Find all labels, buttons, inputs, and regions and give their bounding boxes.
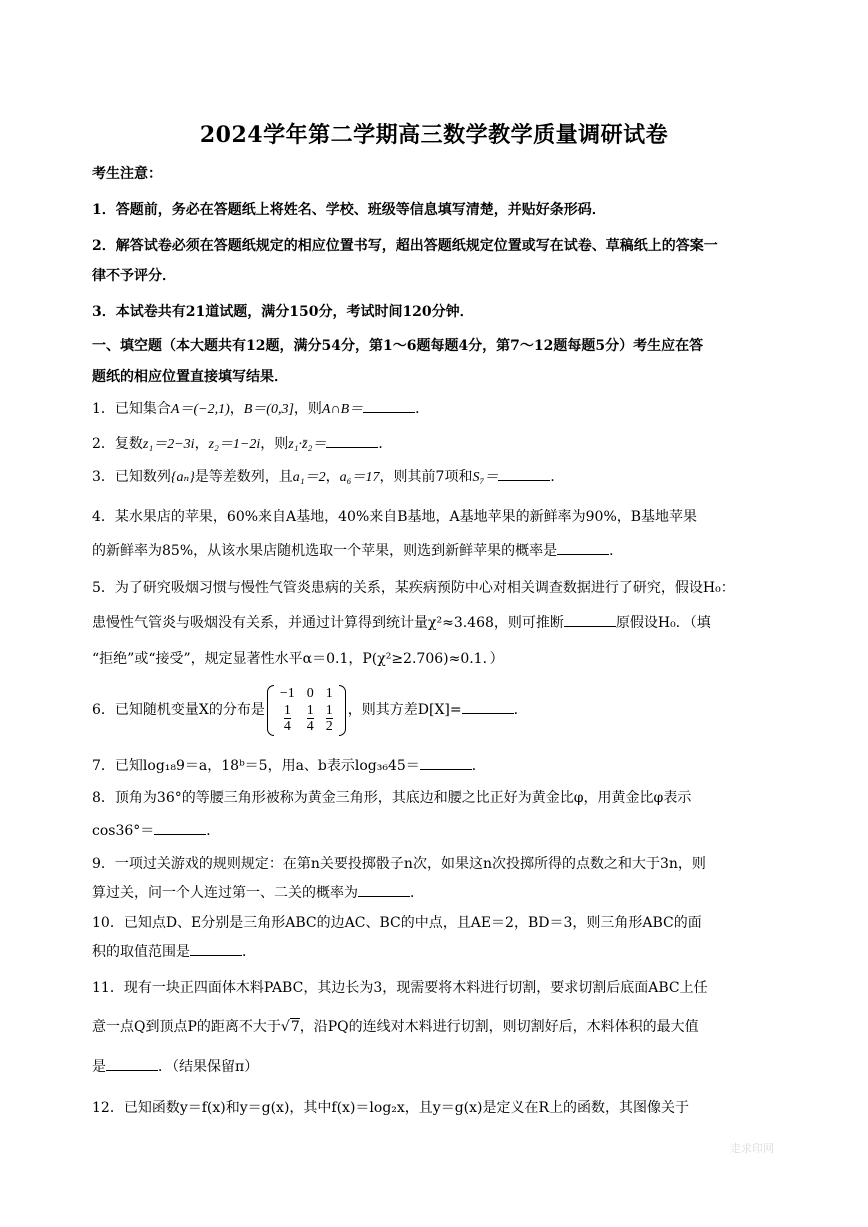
question-8: 8．顶角为36°的等腰三角形被称为黄金三角形，其底边和腰之比正好为黄金比φ，用黄金比φ表示: [92, 790, 692, 806]
answer-blank[interactable]: [420, 757, 472, 770]
question-6: 6．已知随机变量X的分布是 −1 0 1 $\frac{1}{4}$ $\frac{1}{4}$ $\frac{1}{2}$ ，则其方差D[X]= ．: [92, 685, 528, 734]
question-4-cont: 的新鲜率为85%，从该水果店随机选取一个苹果，则选到新鲜苹果的概率是 ．: [92, 543, 624, 559]
notice-heading: 考生注意：: [92, 166, 162, 182]
distribution-matrix: −1 0 1 $\frac{1}{4}$ $\frac{1}{4}$ $\frac{1}{2}$: [267, 685, 346, 736]
answer-blank[interactable]: [462, 701, 514, 714]
question-1: 1．已知集合A＝(−2,1)，B＝(0,3]，则A∩B＝ ．: [92, 401, 430, 417]
notice-item-3: 3．本试卷共有21道试题，满分150分，考试时间120分钟．: [92, 304, 474, 320]
page-title: 2024学年第二学期高三数学教学质量调研试卷: [199, 122, 669, 148]
section1-heading: 一、填空题（本大题共有12题，满分54分，第1～6题每题4分，第7～12题每题5分）考生应在答: [92, 338, 704, 354]
question-3: 3．已知数列{aₙ}是等差数列，且a₁＝2，a₆＝17，则其前7项和S₇＝ ．: [92, 469, 565, 485]
sqrt-symbol: √: [280, 1019, 290, 1035]
answer-blank[interactable]: [190, 943, 242, 956]
answer-blank[interactable]: [498, 468, 550, 481]
question-2: 2．复数z₁＝2−3i，z₂＝1−2i，则z₁·z̄₂＝ ．: [92, 436, 393, 452]
question-7: 7．已知log₁₈9＝a，18ᵇ＝5，用a、b表示log₃₆45＝ ．: [92, 758, 486, 774]
answer-blank[interactable]: [154, 822, 206, 835]
notice-item-1: 1．答题前，务必在答题纸上将姓名、学校、班级等信息填写清楚，并贴好条形码．: [92, 202, 606, 218]
answer-blank[interactable]: [363, 400, 415, 413]
question-8-cont: cos36°＝ ．: [92, 823, 221, 839]
question-11: 11．现有一块正四面体木料PABC，其边长为3，现需要将木料进行切割，要求切割后底面ABC上任: [92, 980, 708, 996]
answer-blank[interactable]: [564, 614, 616, 627]
question-4: 4．某水果店的苹果，60%来自A基地，40%来自B基地，A基地苹果的新鲜率为90%，B基地苹果: [92, 509, 698, 525]
question-5-cont-2: “拒绝”或“接受”，规定显著性水平α＝0.1，P(χ²≥2.706)≈0.1．）: [92, 651, 504, 667]
answer-blank[interactable]: [326, 435, 378, 448]
answer-blank[interactable]: [358, 884, 410, 897]
question-5-cont: 患慢性气管炎与吸烟没有关系，并通过计算得到统计量χ²≈3.468，则可推断 原假设H₀．（填: [92, 615, 711, 631]
watermark: 走求印网: [730, 1142, 774, 1155]
question-9-cont: 算过关，问一个人连过第一、二关的概率为 ．: [92, 885, 424, 901]
question-9: 9．一项过关游戏的规则规定：在第n关要投掷骰子n次，如果这n次投掷所得的点数之和大于3n，则: [92, 856, 706, 872]
question-11-cont-2: 是 ．（结果保留π）: [92, 1059, 259, 1075]
answer-blank[interactable]: [557, 542, 609, 555]
question-10-cont: 积的取值范围是 ．: [92, 944, 256, 960]
question-12: 12．已知函数y＝f(x)和y＝g(x)，其中f(x)＝log₂x，且y＝g(x)是定义在R上的函数，其图像关于: [92, 1100, 690, 1116]
notice-item-2-cont: 律不予评分．: [92, 268, 176, 284]
notice-item-2: 2．解答试卷必须在答题纸规定的相应位置书写，超出答题纸规定位置或写在试卷、草稿纸上的答案一: [92, 238, 718, 254]
question-5: 5．为了研究吸烟习惯与慢性气管炎患病的关系，某疾病预防中心对相关调查数据进行了研究，假设H₀：: [92, 580, 735, 596]
question-11-cont: 意一点Q到顶点P的距离不大于√7，沿PQ的连线对木料进行切割，则切割好后，木料体积的最大值: [92, 1019, 699, 1035]
section1-heading-cont: 题纸的相应位置直接填写结果．: [92, 369, 288, 385]
question-10: 10．已知点D、E分别是三角形ABC的边AC、BC的中点，且AE＝2，BD＝3，则三角形ABC的面: [92, 915, 702, 931]
answer-blank[interactable]: [106, 1058, 158, 1071]
